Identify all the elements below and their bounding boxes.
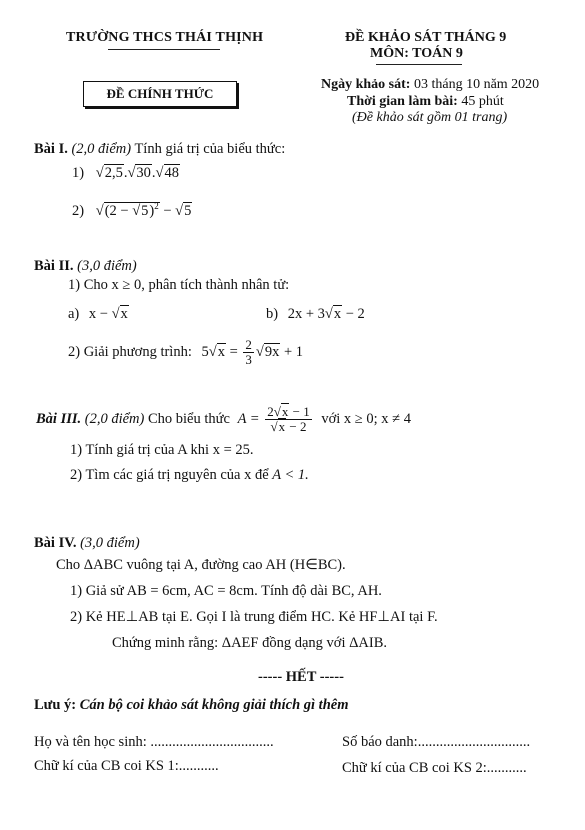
school-name: TRƯỜNG THCS THÁI THỊNH xyxy=(66,30,264,45)
section-4-question-2b: Chứng minh rằng: ΔAEF đồng dạng với ΔAIB. xyxy=(112,635,388,651)
time-value: 45 phút xyxy=(461,94,504,109)
part-a-label: a) xyxy=(68,306,80,322)
official-badge xyxy=(83,81,237,107)
pages-note: (Đề khảo sát gồm 01 trang) xyxy=(352,110,508,125)
exam-title: ĐỀ KHẢO SÁT THÁNG 9 xyxy=(345,30,507,45)
section-1-points: (2,0 điểm) xyxy=(71,141,132,157)
part-b-label: b) xyxy=(266,306,279,322)
section-3-question-2 xyxy=(70,467,309,484)
exam-date xyxy=(321,77,539,93)
math-expression: x − √x xyxy=(88,306,128,322)
condition-prefix: với xyxy=(321,411,341,428)
math-expression: √2,5.√30.√48 xyxy=(95,165,179,181)
section-2-heading xyxy=(34,258,137,275)
question-2-text: 2) Tìm các giá trị nguyên của x để xyxy=(70,467,269,483)
section-2-points: (3,0 điểm) xyxy=(77,258,137,274)
expression-a-fraction: $\frac{2√x - 1}{√x - 2}$ xyxy=(267,404,310,435)
date-label: Ngày khảo sát: xyxy=(321,77,411,92)
expression-a: A = xyxy=(237,411,260,428)
note xyxy=(34,697,348,714)
section-2-title: Bài II. xyxy=(34,258,74,274)
time-label: Thời gian làm bài: xyxy=(347,94,458,109)
official-label: ĐỀ CHÍNH THỨC xyxy=(106,86,214,101)
section-3-prompt: Cho biểu thức xyxy=(147,411,230,428)
math-expression: 2x + 3√x − 2 xyxy=(287,306,365,322)
section-1-heading xyxy=(34,141,285,158)
item-1-intro: 1) Cho xyxy=(68,277,108,293)
section-1-item-1 xyxy=(72,165,180,182)
section-4-question-1: 1) Giả sử AB = 6cm, AC = 8cm. Tính độ dài BC, AH. xyxy=(70,583,382,599)
section-4-heading xyxy=(34,535,140,552)
section-2-part-b xyxy=(266,306,365,323)
section-1-prompt: Tính giá trị của biểu thức: xyxy=(134,141,286,157)
section-2-part-a xyxy=(68,306,129,323)
section-4-question-2: 2) Kẻ HE⊥AB tại E. Gọi I là trung điểm HC. Kẻ HF⊥AI tại F. xyxy=(70,609,438,625)
section-3-points: (2,0 điểm) xyxy=(84,411,145,428)
student-id-field: Số báo danh:............................... xyxy=(342,734,531,750)
section-1-title: Bài I. xyxy=(34,141,68,157)
section-3-heading xyxy=(36,405,411,435)
section-3-title: Bài III. xyxy=(36,411,82,428)
note-label: Lưu ý: xyxy=(34,697,77,713)
item-1-condition: x ≥ 0 xyxy=(111,277,142,293)
item-1-tail: , phân tích thành nhân tử: xyxy=(141,277,290,293)
school-underline xyxy=(108,49,220,50)
condition: x ≥ 0; x ≠ 4 xyxy=(343,411,411,428)
end-mark: ----- HẾT ----- xyxy=(258,669,344,685)
supervisor-2-signature: Chữ kí của CB coi KS 2:........... xyxy=(342,760,527,776)
item-number: 1) xyxy=(72,165,85,181)
item-2-label: 2) Giải phương trình: xyxy=(68,344,192,361)
question-2-expression: A < 1. xyxy=(272,467,309,483)
item-number: 2) xyxy=(72,202,85,219)
subject-title: MÔN: TOÁN 9 xyxy=(370,46,463,61)
math-expression: $√(2 - √5)^2 - √5$ xyxy=(95,201,192,219)
student-name-field: Họ và tên học sinh: .................................. xyxy=(34,734,274,750)
section-1-item-2 xyxy=(72,201,192,220)
section-2-item-1 xyxy=(68,277,289,294)
math-equation: 5√x = $\frac{2}{3}$ √9x + 1 xyxy=(201,337,304,368)
supervisor-1-signature: Chữ kí của CB coi KS 1:........... xyxy=(34,758,219,774)
note-text: Cán bộ coi khảo sát không giải thích gì thêm xyxy=(79,697,349,713)
section-4-line-1: Cho ΔABC vuông tại A, đường cao AH (H∈BC). xyxy=(56,557,346,573)
exam-duration xyxy=(347,94,504,110)
section-3-question-1: 1) Tính giá trị của A khi x = 25. xyxy=(70,442,254,458)
subject-underline xyxy=(376,64,462,65)
date-value: 03 tháng 10 năm 2020 xyxy=(413,77,540,92)
section-4-title: Bài IV. xyxy=(34,535,77,551)
section-4-points: (3,0 điểm) xyxy=(80,535,140,551)
section-2-item-2 xyxy=(68,338,303,368)
